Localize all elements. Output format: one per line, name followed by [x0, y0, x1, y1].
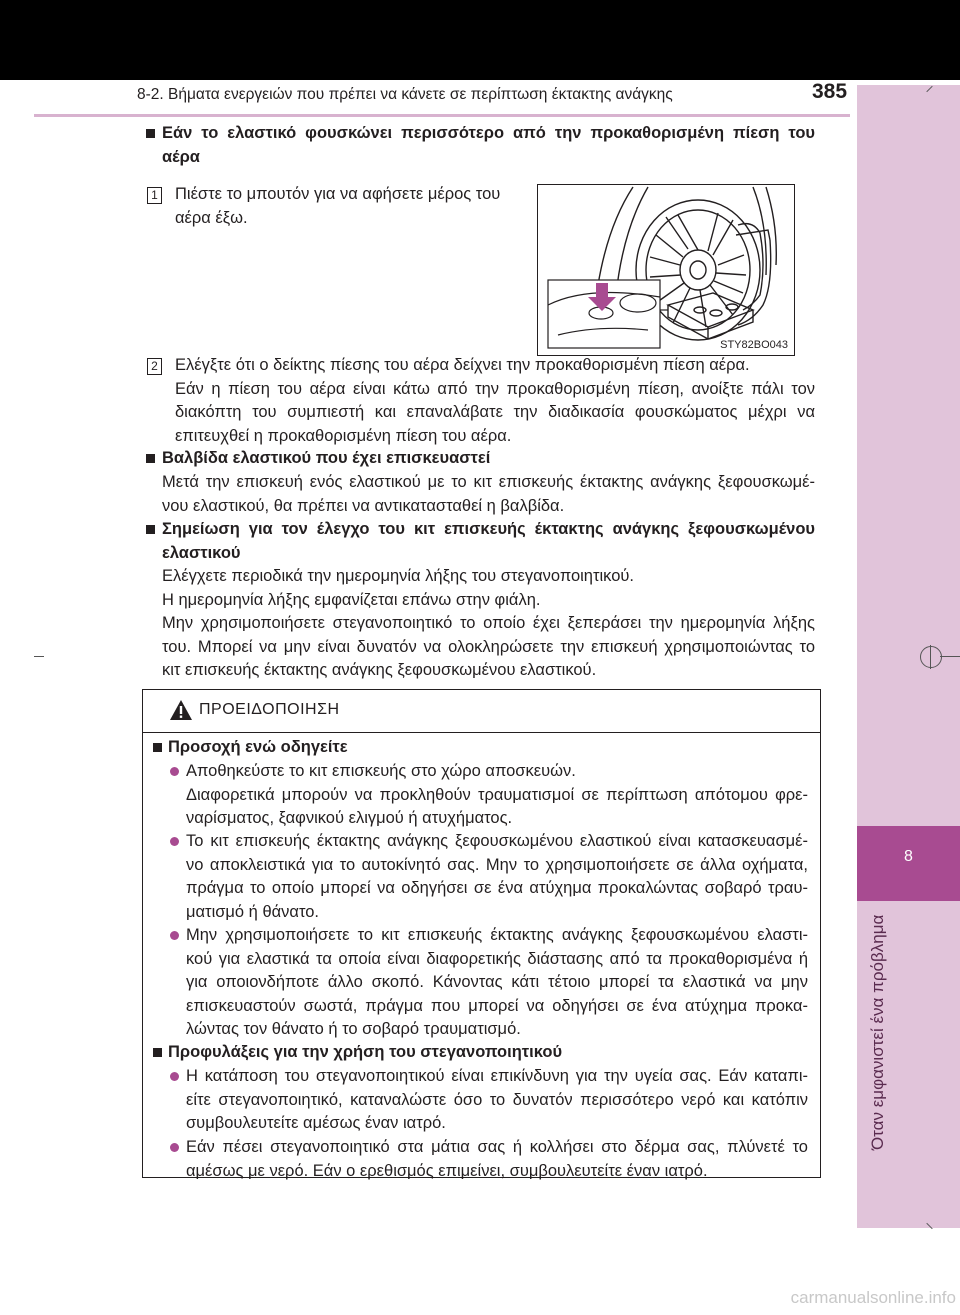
warning-item: Αποθηκεύστε το κιτ επισκευής στο χώρο αποσκευών. Διαφορετικά μπορούν να προκληθούν τραυματισμοί σε περίπτωση απότομου φρε- ναρίσματος, ξαφνικού ελιγμού ή ατυχήματος.: [186, 762, 808, 827]
warning-heading: Προφυλάξεις για την χρήση του στεγανοποιητικού: [168, 1043, 563, 1061]
crop-mark: [34, 656, 44, 657]
watermark: [790, 1283, 958, 1311]
heading-bullet: [146, 129, 155, 138]
step-text: Ελέγξτε ότι ο δείκτης πίεσης του αέρα δείχνει την προκαθορισμένη πίεση αέρα. Εάν η πίεση του αέρα είναι κάτω από την προκαθορισμένη πίεση, ανοίξτε πάλι τον διακόπτη του συμπιεστή και επαναλάβατε την διαδικασία φουσκώματος μέχρι να επιτευχθεί η προκαθορισμένη πίεση του αέρα.: [175, 356, 815, 445]
step-number: 2: [147, 358, 162, 375]
step-number: 1: [147, 187, 162, 204]
warning-heading: Προσοχή ενώ οδηγείτε: [168, 738, 348, 756]
bullet-dot: [170, 931, 179, 940]
section-heading: Βαλβίδα ελαστικού που έχει επισκευαστεί: [162, 449, 491, 467]
crop-mark: [940, 656, 960, 657]
tire-compressor-illustration: [537, 184, 795, 356]
figure-code: STY82BO043: [720, 339, 788, 351]
header-rule: [34, 114, 850, 117]
tire-illustration: [538, 185, 794, 355]
heading-bullet: [153, 743, 162, 752]
warning-item: Μην χρησιμοποιήσετε το κιτ επισκευής έκτακτης ανάγκης ξεφουσκωμένου ελαστι- κού για ελαστικά τα οποία είναι διαφορετικής διάστασης από τα προκαθορισμένα ή για οποιονδήποτε άλλο σκοπό. Κάνοντας κάτι τέτοιο μπορεί τα ελαστικά να μην επισκευαστούν σωστά, πράγμα που μπορεί να οδηγήσει σε ένα ατύχημα προκα- λώντας τον θάνατο ή το σοβαρό τραυματισμό.: [186, 926, 808, 1038]
section-heading: Σημείωση για τον έλεγχο του κιτ επισκευής έκτακτης ανάγκης ξεφουσκωμένου ελαστικού: [162, 520, 815, 562]
chapter-number: 8: [904, 848, 913, 865]
warning-box: [142, 689, 821, 1178]
bullet-dot: [170, 1143, 179, 1152]
watermark-text: carmanualsonline.info: [790, 1288, 956, 1307]
breadcrumb: 8-2. Βήματα ενεργειών που πρέπει να κάνετε σε περίπτωση έκτακτης ανάγκης: [137, 86, 673, 103]
section-heading: Εάν το ελαστικό φουσκώνει περισσότερο από την προκαθορισμένη πίεση του αέρα: [162, 124, 815, 166]
heading-bullet: [153, 1048, 162, 1057]
warning-title: ΠΡΟΕΙΔΟΠΟΙΗΣΗ: [199, 701, 340, 718]
paragraph: Μετά την επισκευή ενός ελαστικού με το κιτ επισκευής έκτακτης ανάγκης ξεφουσκωμέ- νου ελαστικού, θα πρέπει να αντικατασταθεί η βαλβίδα.: [162, 473, 815, 515]
step-text: Πιέστε το μπουτόν για να αφήσετε μέρος του αέρα έξω.: [175, 185, 501, 227]
chapter-title: Όταν εμφανιστεί ένα πρόβλημα: [868, 914, 887, 1150]
warning-item: Το κιτ επισκευής έκτακτης ανάγκης ξεφουσκωμένου ελαστικού είναι κατασκευασμέ- νο αποκλειστικά για το αυτοκίνητό σας. Μην το χρησιμοποιήσετε σε άλλα οχήματα, πράγμα το οποίο μπορεί να οδηγήσει σε ένα ατύχημα προκαλώντας σοβαρό τραυ- ματισμό ή θάνατο.: [186, 832, 808, 921]
paragraph: Ελέγχετε περιοδικά την ημερομηνία λήξης του στεγανοποιητικού. Η ημερομηνία λήξης εμφανίζεται επάνω στην φιάλη. Μην χρησιμοποιήσετε στεγανοποιητικό το οποίο έχει ξεπεράσει την ημερομηνία λήξης του. Μπορεί να μην είναι δυνατόν να ολοκληρώσετε την επισκευή χρησιμοποιώντας το κιτ επισκευής έκτακτης ανάγκης ξεφουσκωμένου ελαστικού.: [162, 567, 815, 679]
warning-header: [143, 690, 820, 733]
heading-bullet: [146, 454, 155, 463]
warning-item: Η κατάποση του στεγανοποιητικού είναι επικίνδυνη για την υγεία σας. Εάν καταπι- είτε στεγανοποιητικό, καταναλώστε όσο το δυνατόν περισσότερο νερό και κατόπιν συμβουλευτείτε αμέσως έναν ιατρό.: [186, 1067, 808, 1132]
heading-bullet: [146, 525, 155, 534]
bullet-dot: [170, 837, 179, 846]
page-number: 385: [812, 80, 848, 103]
top-black-band: [0, 0, 960, 80]
bullet-dot: [170, 767, 179, 776]
crop-circle: [920, 646, 942, 668]
bullet-dot: [170, 1072, 179, 1081]
warning-triangle-icon: [169, 699, 193, 721]
warning-item: Εάν πέσει στεγανοποιητικό στα μάτια σας ή κολλήσει στο δέρμα σας, πλύνετέ το αμέσως με νερό. Εάν ο ερεθισμός επιμείνει, συμβουλευτείτε έναν ιατρό.: [186, 1138, 808, 1180]
